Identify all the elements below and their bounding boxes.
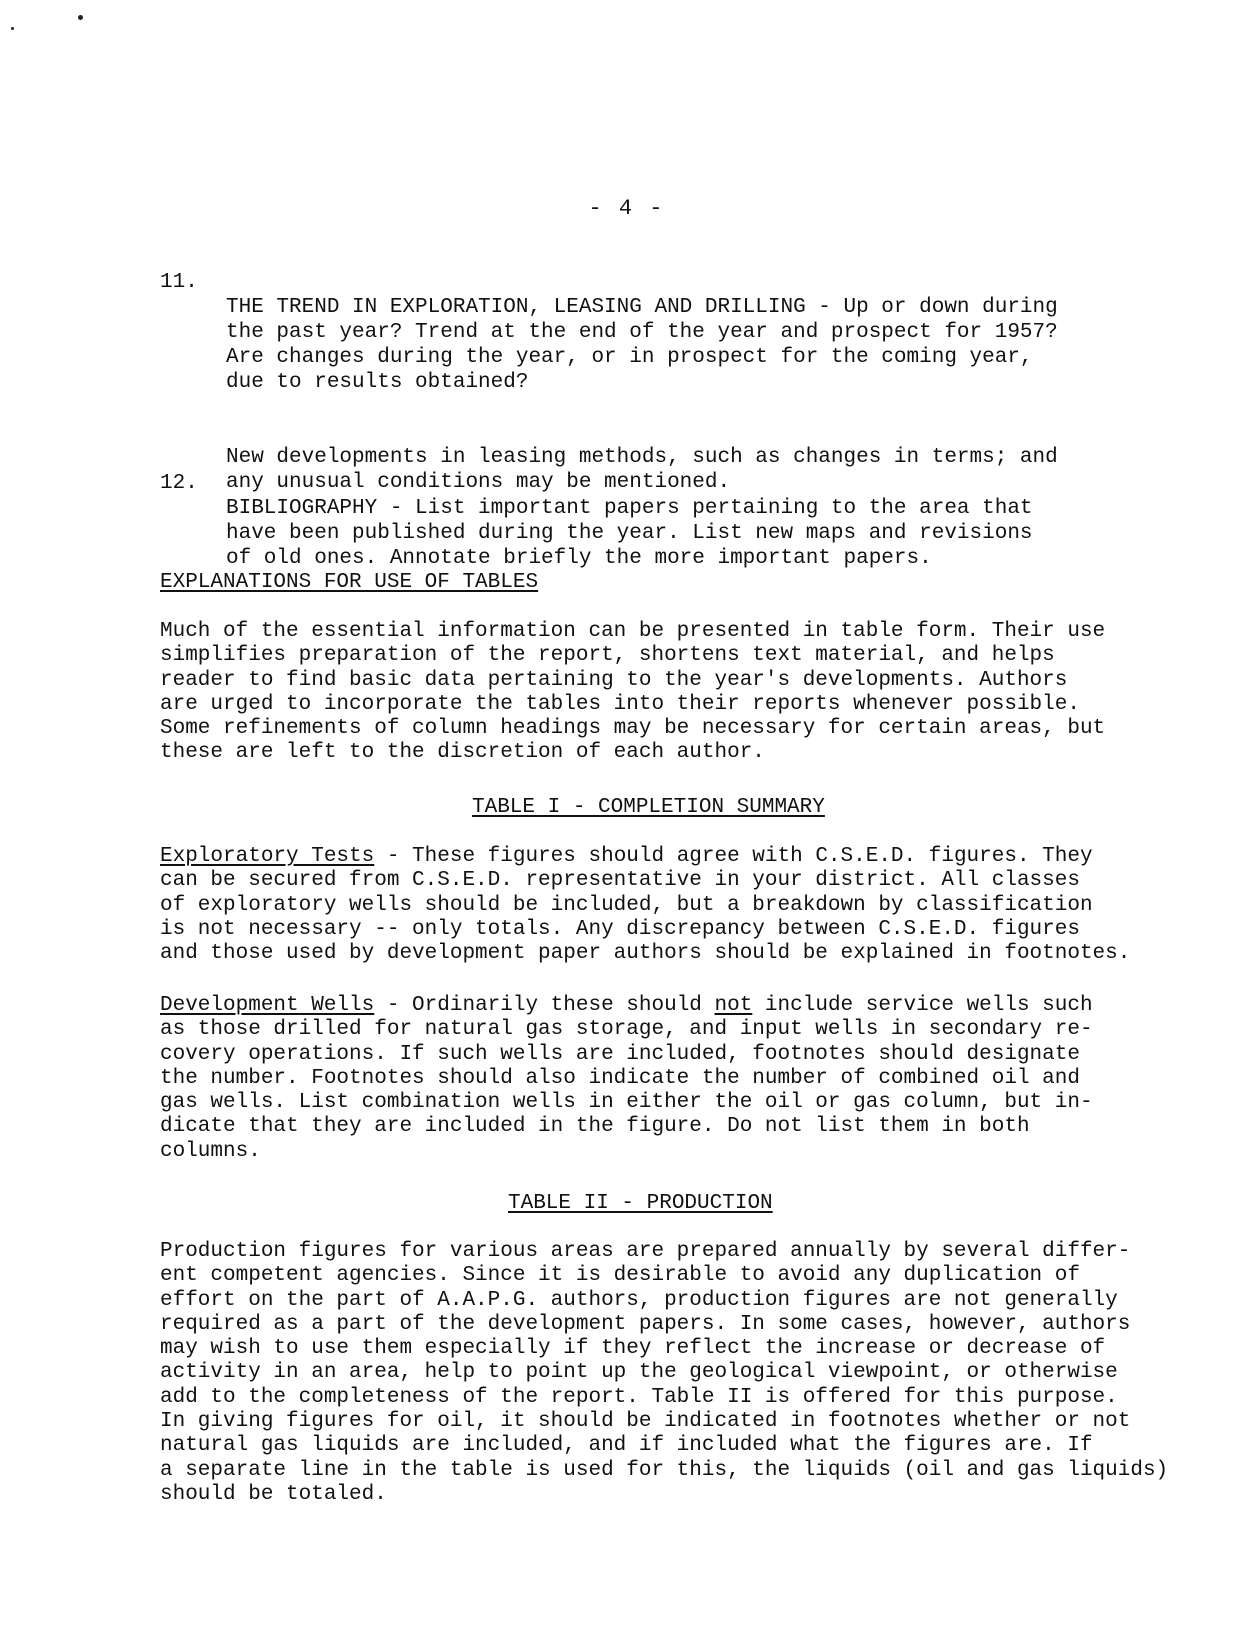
exploratory-tests-paragraph — [160, 845, 1160, 966]
development-wells-paragraph — [160, 994, 1160, 1164]
exploratory-tests-label: Exploratory Tests — [160, 845, 375, 868]
table1-heading: TABLE I - COMPLETION SUMMARY — [472, 796, 825, 819]
development-wells-emphasis: not — [714, 994, 753, 1017]
item-paragraph: New developments in leasing methods, such as changes in terms; and any unusual conditions may be mentioned. — [226, 446, 1058, 494]
item-number: 11. — [160, 271, 198, 294]
production-paragraph: Production figures for various areas are prepared annually by several differ- ent competent agencies. Since it is desirable to avoid any duplication of effort on the part of A.A.P.G. authors, production figures are not generally required as a part of the development papers. In some cases, however, authors may wish to use them especially if they reflect the increase or decrease of activity in an area, help to point up the geological viewpoint, or otherwise add to the completeness of the report. Table II is offered for this purpose. In giving figures for oil, it should be indicated in footnotes whether or not natural gas liquids are included, and if included what the figures are. If a separate line in the table is used for this, the liquids (oil and gas liquids) should be totaled. — [160, 1240, 1169, 1506]
table2-heading: TABLE II - PRODUCTION — [508, 1192, 773, 1215]
development-wells-text: include service wells such as those drilled for natural gas storage, and input wells in secondary re- covery operations. If such wells are included, footnotes should designate the number. Footnotes should also indicate the number of combined oil and gas wells. List combination wells in either the oil or gas column, but in- dicate that they are included in the figure. Do not list them in both columns. — [160, 994, 1093, 1163]
item-number: 12. — [160, 472, 198, 495]
scan-speck — [78, 15, 83, 20]
explanations-paragraph: Much of the essential information can be presented in table form. Their use simplifies preparation of the report, shortens text material, and helps reader to find basic data pertaining to the year's developments. Authors are urged to incorporate the tables into their reports whenever possible. Some refinements of column headings may be necessary for certain areas, but these are left to the discretion of each author. — [160, 620, 1106, 765]
exploratory-tests-text: - These figures should agree with C.S.E.D. figures. They can be secured from C.S.E.D. representative in your district. All classes of exploratory wells should be included, but a breakdown by classification is not necessary -- only totals. Any discrepancy between C.S.E.D. figures and those used by development paper authors should be explained in footnotes. — [160, 845, 1131, 966]
item-paragraph: BIBLIOGRAPHY - List important papers pertaining to the area that have been published during the year. List new maps and revisions of old ones. Annotate briefly the more important papers. — [226, 497, 1033, 570]
scan-speck — [11, 27, 14, 30]
development-wells-label: Development Wells — [160, 994, 375, 1017]
explanations-heading: EXPLANATIONS FOR USE OF TABLES — [160, 571, 539, 594]
item-paragraph: THE TREND IN EXPLORATION, LEASING AND DRILLING - Up or down during the past year? Trend at the end of the year and prospect for 1957? Are changes during the year, or in prospect for the coming year, due to results obtained? — [226, 296, 1058, 394]
page-number: - 4 - — [588, 196, 665, 221]
development-wells-text: - Ordinarily these should — [374, 994, 715, 1017]
